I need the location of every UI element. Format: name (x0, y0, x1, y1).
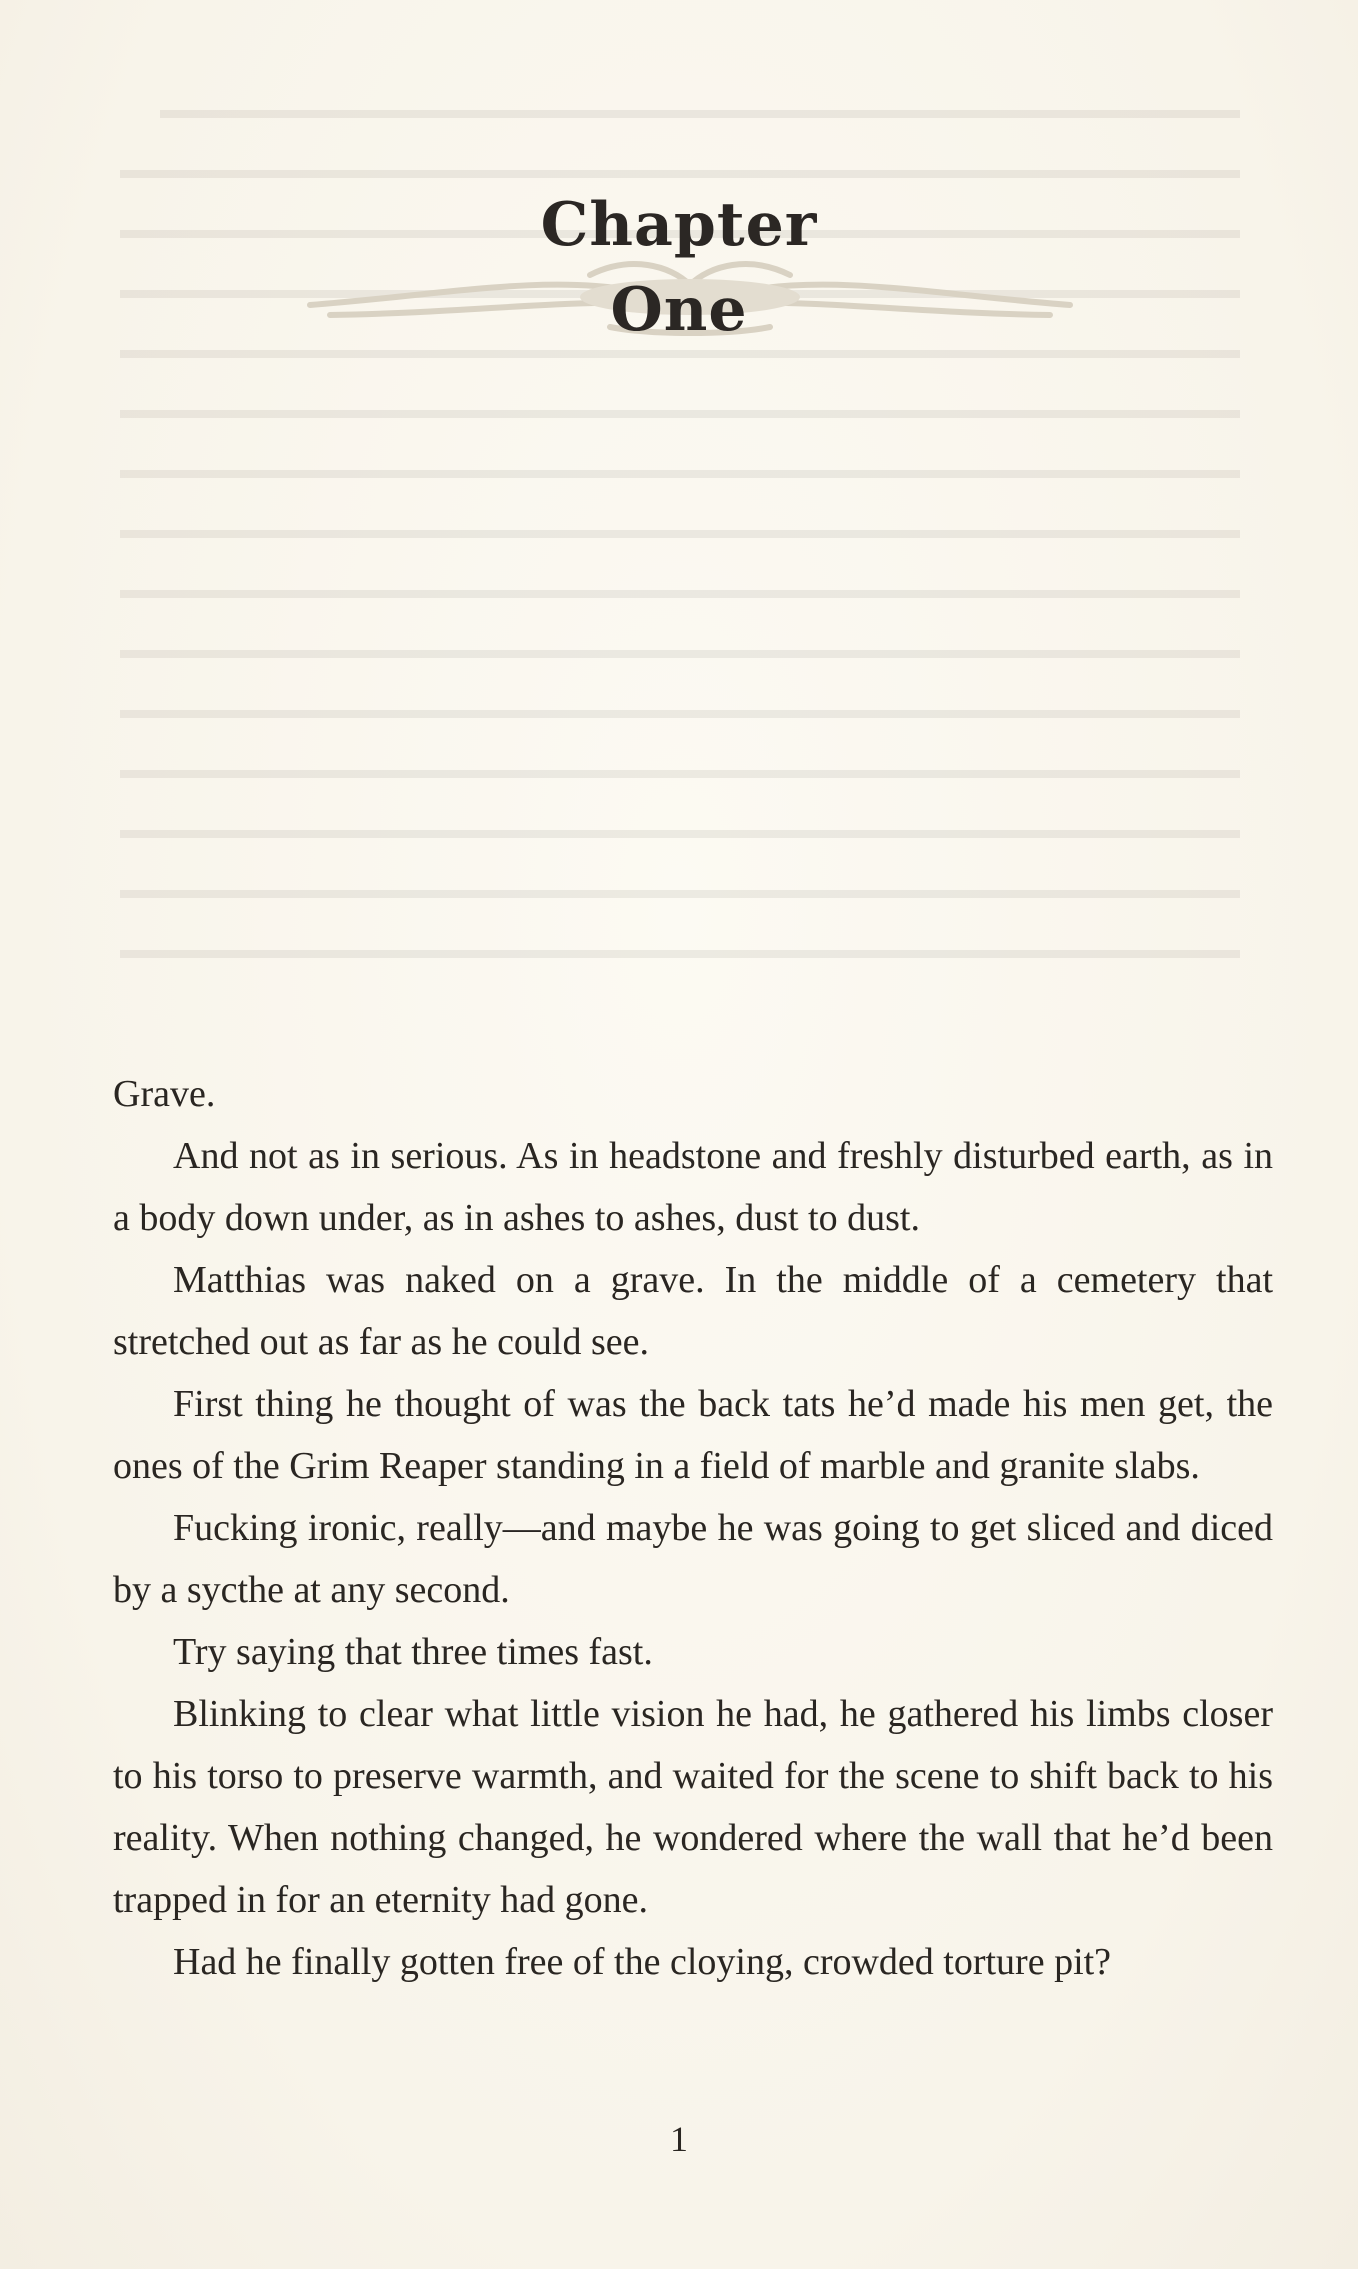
show-through-texture (0, 0, 1358, 1040)
paragraph: Grave. (113, 1073, 216, 1115)
paragraph: Try saying that three times fast. (173, 1631, 653, 1673)
paragraph: Had he finally gotten free of the cloying, crowded torture pit? (173, 1941, 1112, 1983)
paragraph: Fucking ironic, really—and maybe he was going to get sliced and diced by a sycthe at any second. (113, 1507, 1273, 1611)
chapter-heading-line1: Chapter (540, 190, 818, 260)
paragraph: And not as in serious. As in headstone and freshly disturbed earth, as in a body down under, as in ashes to ashes, dust to dust. (113, 1135, 1273, 1239)
paragraph: Matthias was naked on a grave. In the middle of a cemetery that stretched out as far as he could see. (113, 1259, 1273, 1363)
paragraph: First thing he thought of was the back tats he’d made his men get, the ones of the Grim Reaper standing in a field of marble and granite slabs. (113, 1383, 1273, 1487)
paragraph: Blinking to clear what little vision he had, he gathered his limbs closer to his torso to preserve warmth, and waited for the scene to shift back to his reality. When nothing changed, he wondered where the wall that he’d been trapped in for an eternity had gone. (113, 1693, 1273, 1921)
page-number: 1 (670, 2119, 688, 2159)
chapter-heading-line2: One (610, 275, 748, 345)
chapter-body (113, 1063, 1273, 1993)
